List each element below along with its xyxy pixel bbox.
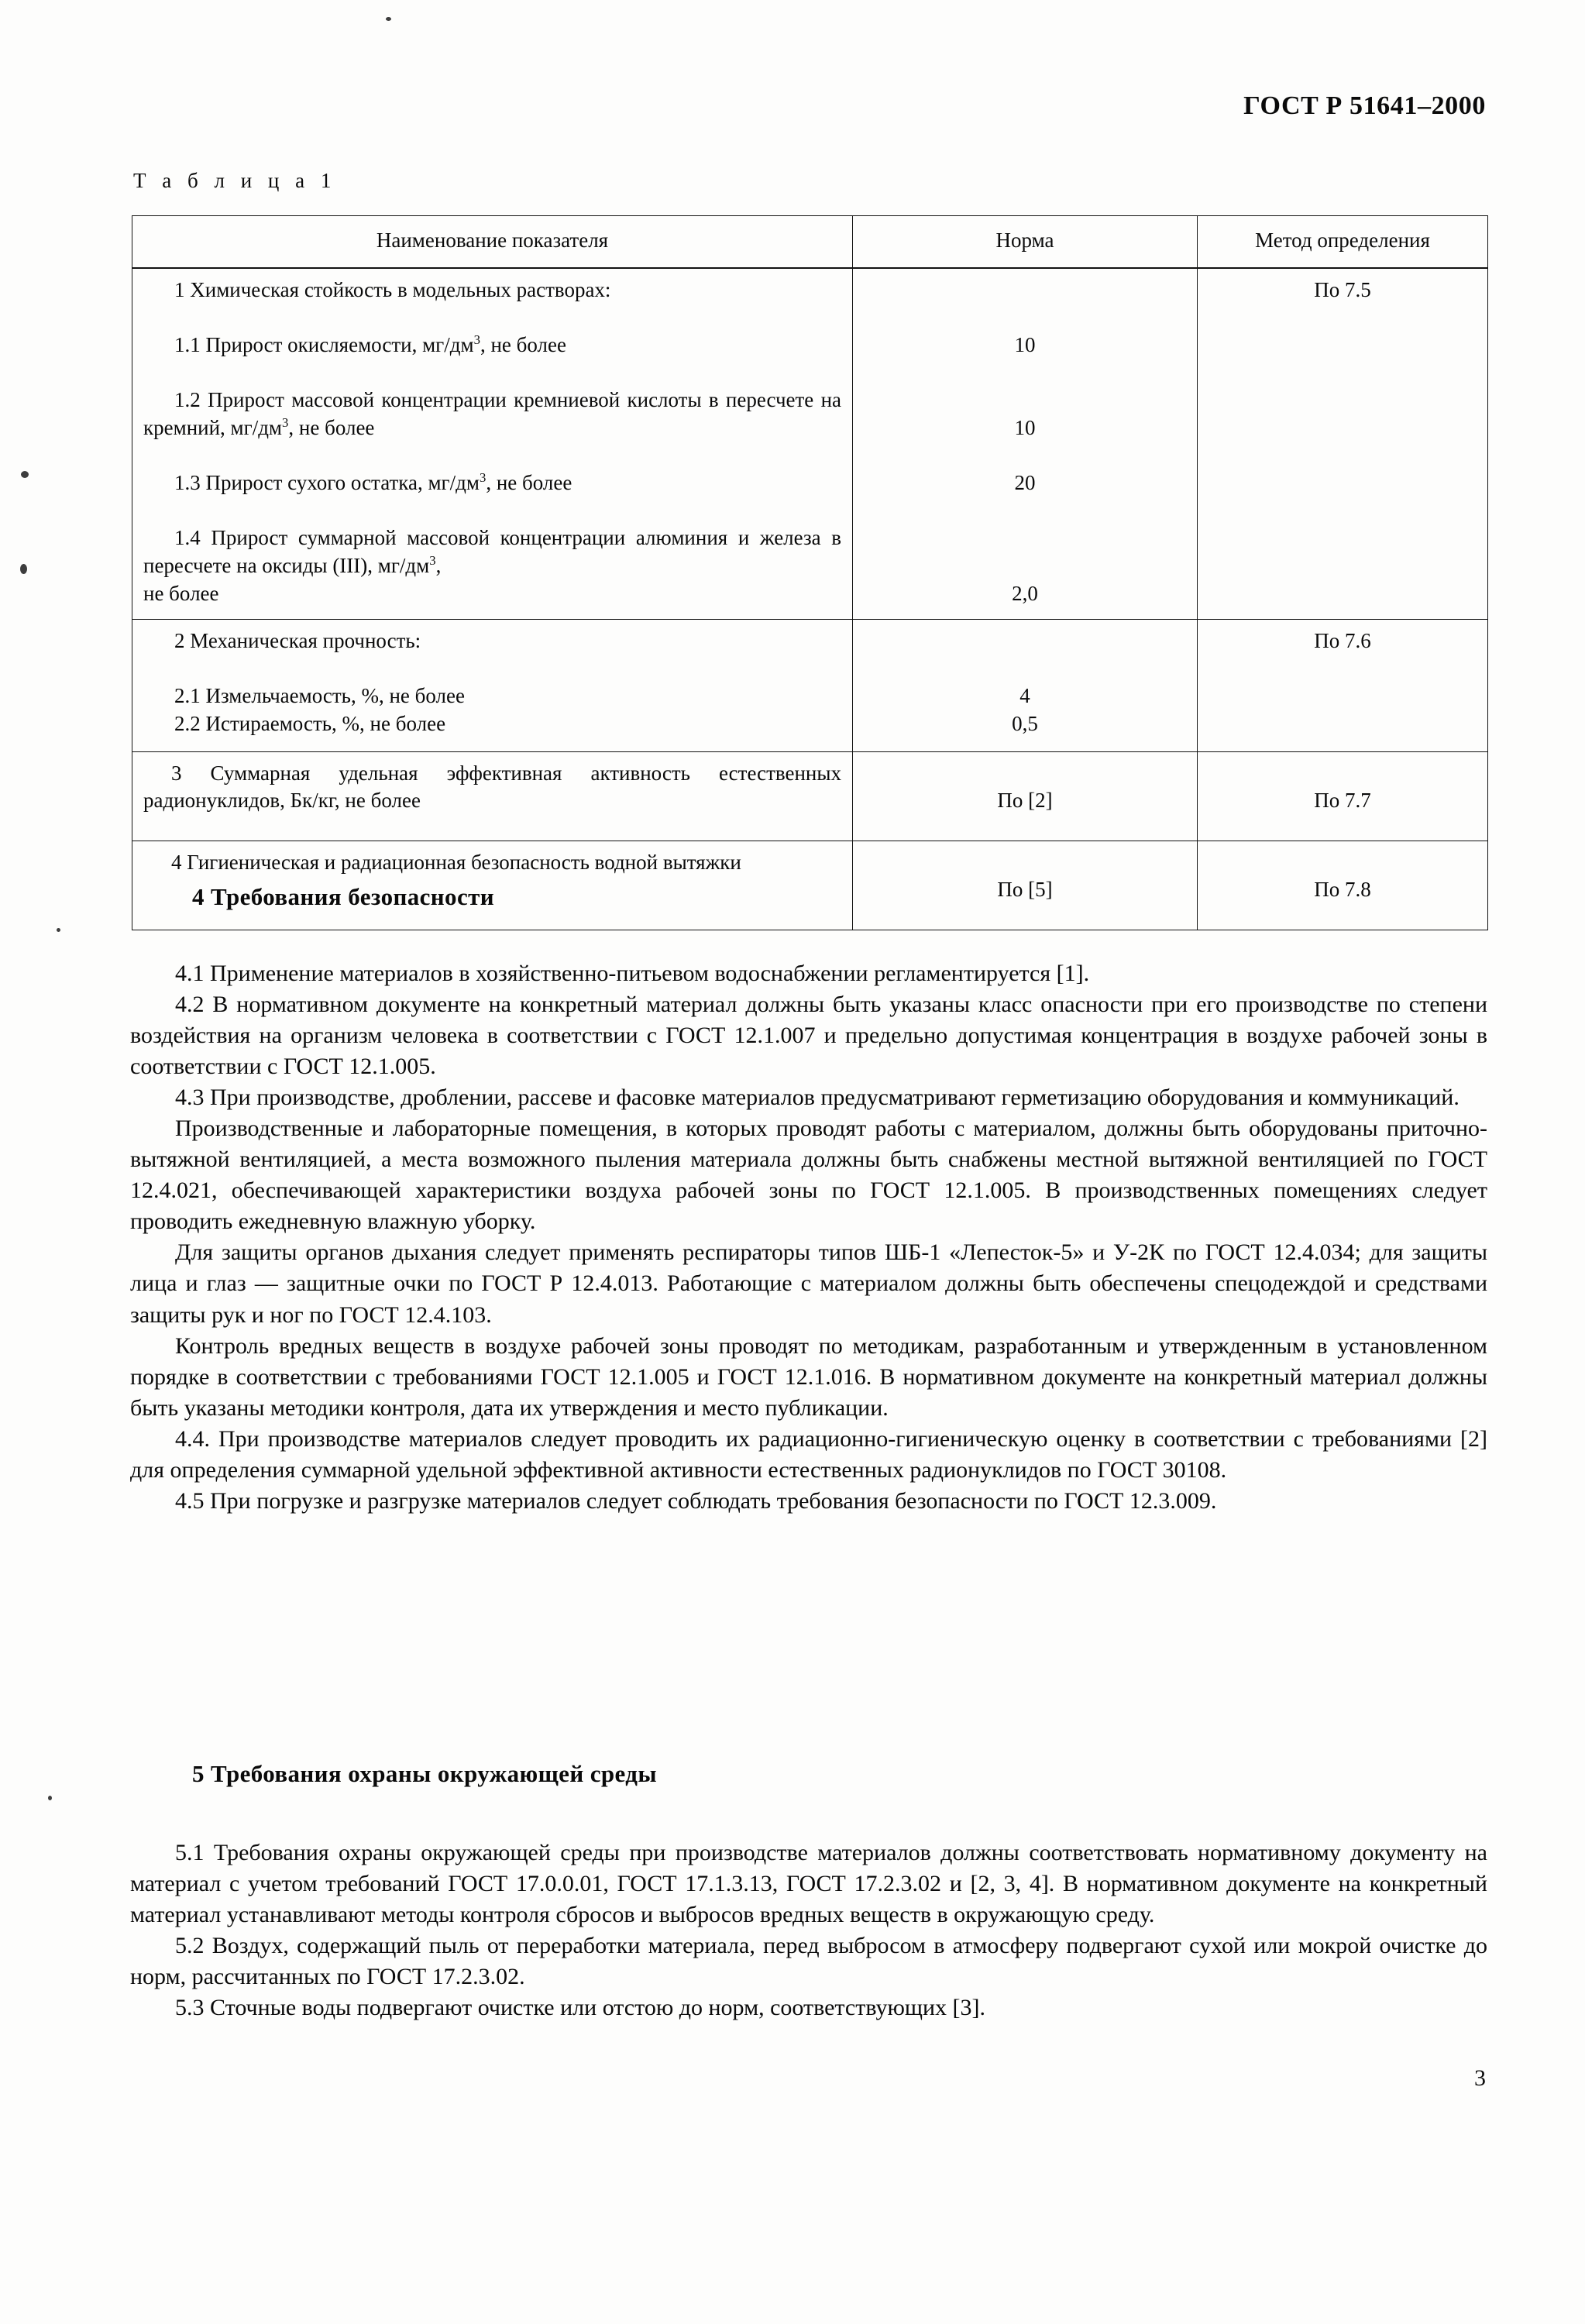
norm-value: По [5]	[997, 878, 1053, 902]
page-number: 3	[1474, 2065, 1486, 2091]
cell-norm-group-2	[853, 619, 1198, 751]
section-5-body	[130, 1838, 1487, 2023]
spacer	[864, 849, 1186, 877]
norm-value: 20	[1014, 471, 1036, 494]
superscript-three: 3	[282, 414, 289, 430]
norm-group-3-value	[853, 752, 1197, 824]
table-row	[132, 268, 1488, 620]
indicator-group-1-text	[132, 269, 852, 619]
paragraph-4-5: 4.5 При погрузке и разгрузке материалов следует соблюдать требования безопасности по ГОСТ 12.3.009.	[175, 1487, 1217, 1514]
cell-method-group-1	[1198, 268, 1488, 620]
indicator-group-3-text: 3 Суммарная удельная эффективная активность естественных радионуклидов, Бк/кг, не более	[143, 761, 841, 813]
spacer	[864, 760, 1186, 788]
paragraph-4-3-cont-respirators: Для защиты органов дыхания следует применять респираторы типов ШБ-1 «Лепесток-5» и У-2К по ГОСТ 12.4.034; для защиты лица и глаз — защитные очки по ГОСТ Р 12.4.013. Работающие с материалом должны быть обеспечены спецодеждой и средствами защиты рук и ног по ГОСТ 12.4.103.	[130, 1239, 1487, 1328]
spacer	[143, 359, 841, 387]
table-caption: Т а б л и ц а 1	[133, 169, 337, 192]
spacer	[864, 552, 1186, 580]
table-1-norms	[132, 215, 1488, 930]
method-group-2-value	[1198, 620, 1487, 665]
indicator-1-line: 1 Химическая стойкость в модельных растворах:	[174, 277, 611, 301]
scan-artifact	[21, 471, 29, 478]
indicator-1-4-line: 1.4 Прирост суммарной массовой концентрации алюминия и железа в пересчете на оксиды (III), $мг/дм^3$,	[143, 526, 841, 577]
paragraph-4-1: 4.1 Применение материалов в хозяйственно-питьевом водоснабжении регламентируется [1].	[175, 961, 1090, 986]
spacer	[143, 304, 841, 332]
scan-artifact	[20, 564, 27, 574]
norm-group-2-values	[853, 620, 1197, 748]
cell-indicator-group-2	[132, 619, 853, 751]
paragraph-5-2: 5.2 Воздух, содержащий пыль от переработки материала, перед выбросом в атмосферу подвергают сухой или мокрой очистке до норм, рассчитанных по ГОСТ 17.2.3.02.	[130, 1933, 1487, 1990]
norm-group-4-value	[853, 841, 1197, 913]
column-header-indicator-name: Наименование показателя	[132, 216, 853, 268]
cell-norm-group-4	[853, 841, 1198, 930]
table-row	[132, 751, 1488, 841]
scan-artifact	[386, 17, 391, 21]
section-4-heading: 4 Требования безопасности	[192, 883, 495, 910]
superscript-three: 3	[429, 552, 436, 568]
norm-value: 4	[1019, 683, 1030, 707]
indicator-2-1-line: 2.1 Измельчаемость, %, не более	[174, 683, 465, 707]
method-value: По 7.7	[1314, 789, 1371, 813]
cell-norm-group-3	[853, 751, 1198, 841]
spacer	[864, 304, 1186, 332]
indicator-1-3-line: 1.3 Прирост сухого остатка, $мг/дм^3$, не более	[174, 470, 572, 494]
indicator-2-line: 2 Механическая прочность:	[174, 628, 421, 652]
method-value: По 7.8	[1314, 878, 1371, 902]
spacer	[1209, 849, 1477, 877]
cell-indicator-group-1	[132, 268, 853, 620]
method-group-3-value	[1198, 752, 1487, 824]
paragraph-4-3-cont-control: Контроль вредных веществ в воздухе рабочей зоны проводят по методикам, разработанным и утвержденным в установленном порядке в соответствии с требованиями ГОСТ 12.1.005 и ГОСТ 12.1.016. В нормативном документе на конкретный материал должны быть указаны методики контроля, дата их утверждения и место публикации.	[130, 1332, 1487, 1421]
paragraph-5-3: 5.3 Сточные воды подвергают очистке или отстою до норм, соответствующих [3].	[175, 1995, 986, 2021]
spacer	[864, 524, 1186, 552]
norm-group-1-values	[853, 269, 1197, 617]
method-value: По 7.6	[1314, 628, 1371, 652]
spacer	[864, 655, 1186, 682]
table-1-wrapper	[132, 215, 1487, 930]
indicator-1-2-line: 1.2 Прирост массовой концентрации кремниевой кислоты в пересчете на кремний, $мг/дм^3$, не более	[143, 388, 841, 439]
cell-indicator-group-3	[132, 751, 853, 841]
cell-method-group-2	[1198, 619, 1488, 751]
table-header-row	[132, 216, 1488, 268]
norm-value: По [2]	[997, 789, 1053, 813]
spacer	[143, 442, 841, 469]
superscript-three: 3	[479, 470, 487, 485]
section-4-body	[130, 958, 1487, 1517]
section-5-heading: 5 Требования охраны окружающей среды	[192, 1760, 657, 1787]
norm-value: 0,5	[1012, 711, 1038, 735]
method-value: По 7.5	[1314, 277, 1371, 301]
paragraph-4-3-cont-premises: Производственные и лабораторные помещения, в которых проводят работы с материалом, должны быть оборудованы приточно-вытяжной вентиляцией, а места возможного пыления материала должны быть снабжены местной вытяжной вентиляцией по ГОСТ 12.4.021, обеспечивающей характеристики воздуха рабочей зоны по ГОСТ 12.1.005. В производственных помещениях следует проводить ежедневную влажную уборку.	[130, 1116, 1487, 1235]
running-header-standard-number: ГОСТ Р 51641–2000	[1243, 91, 1486, 120]
cell-method-group-3	[1198, 751, 1488, 841]
method-group-4-value	[1198, 841, 1487, 913]
spacer	[143, 655, 841, 682]
indicator-group-2-text	[132, 620, 852, 751]
spacer	[864, 442, 1186, 469]
paragraph-4-2: 4.2 В нормативном документе на конкретный материал должны быть указаны класс опасности при его производстве по степени воздействия на организм человека в соответствии с ГОСТ 12.1.007 и предельно допустимая концентрация в воздухе рабочей зоны в соответствии с ГОСТ 12.1.005.	[130, 992, 1487, 1080]
spacer	[864, 627, 1186, 655]
scan-artifact	[57, 928, 60, 932]
spacer	[864, 277, 1186, 304]
table-row	[132, 619, 1488, 751]
column-header-method: Метод определения	[1198, 216, 1488, 268]
norm-value: 2,0	[1012, 581, 1038, 605]
spacer	[143, 497, 841, 525]
paragraph-4-4: 4.4. При производстве материалов следует проводить их радиационно-гигиеническую оценку в соответствии с требованиями [2] для определения суммарной удельной эффективной активности естественных радионуклидов по ГОСТ 30108.	[130, 1425, 1487, 1483]
spacer	[864, 387, 1186, 414]
indicator-2-2-line: 2.2 Истираемость, %, не более	[174, 711, 446, 735]
indicator-group-4-text: 4 Гигиеническая и радиационная безопасность водной вытяжки	[171, 850, 741, 874]
paragraph-5-1: 5.1 Требования охраны окружающей среды при производстве материалов должны соответствовать нормативному документу на материал с учетом требований ГОСТ 17.0.0.01, ГОСТ 17.1.3.13, ГОСТ 17.2.3.02 и [2, 3, 4]. В нормативном документе на конкретный материал устанавливают методы контроля сбросов и выбросов вредных веществ в окружающую среду.	[130, 1840, 1487, 1928]
spacer	[864, 359, 1186, 387]
method-group-1-value	[1198, 269, 1487, 314]
spacer	[1209, 760, 1477, 788]
spacer	[864, 497, 1186, 525]
superscript-three: 3	[473, 332, 480, 347]
norm-value: 10	[1014, 332, 1036, 356]
cell-norm-group-1	[853, 268, 1198, 620]
column-header-norm: Норма	[853, 216, 1198, 268]
paragraph-4-3: 4.3 При производстве, дроблении, рассеве и фасовке материалов предусматривают герметизацию оборудования и коммуникаций.	[175, 1085, 1460, 1111]
indicator-1-4-line-cont: не более	[143, 581, 219, 605]
indicator-1-1-line: 1.1 Прирост окисляемости, $мг/дм^3$, не более	[174, 332, 566, 356]
cell-method-group-4	[1198, 841, 1488, 930]
scan-artifact	[48, 1796, 52, 1800]
norm-value: 10	[1014, 415, 1036, 439]
